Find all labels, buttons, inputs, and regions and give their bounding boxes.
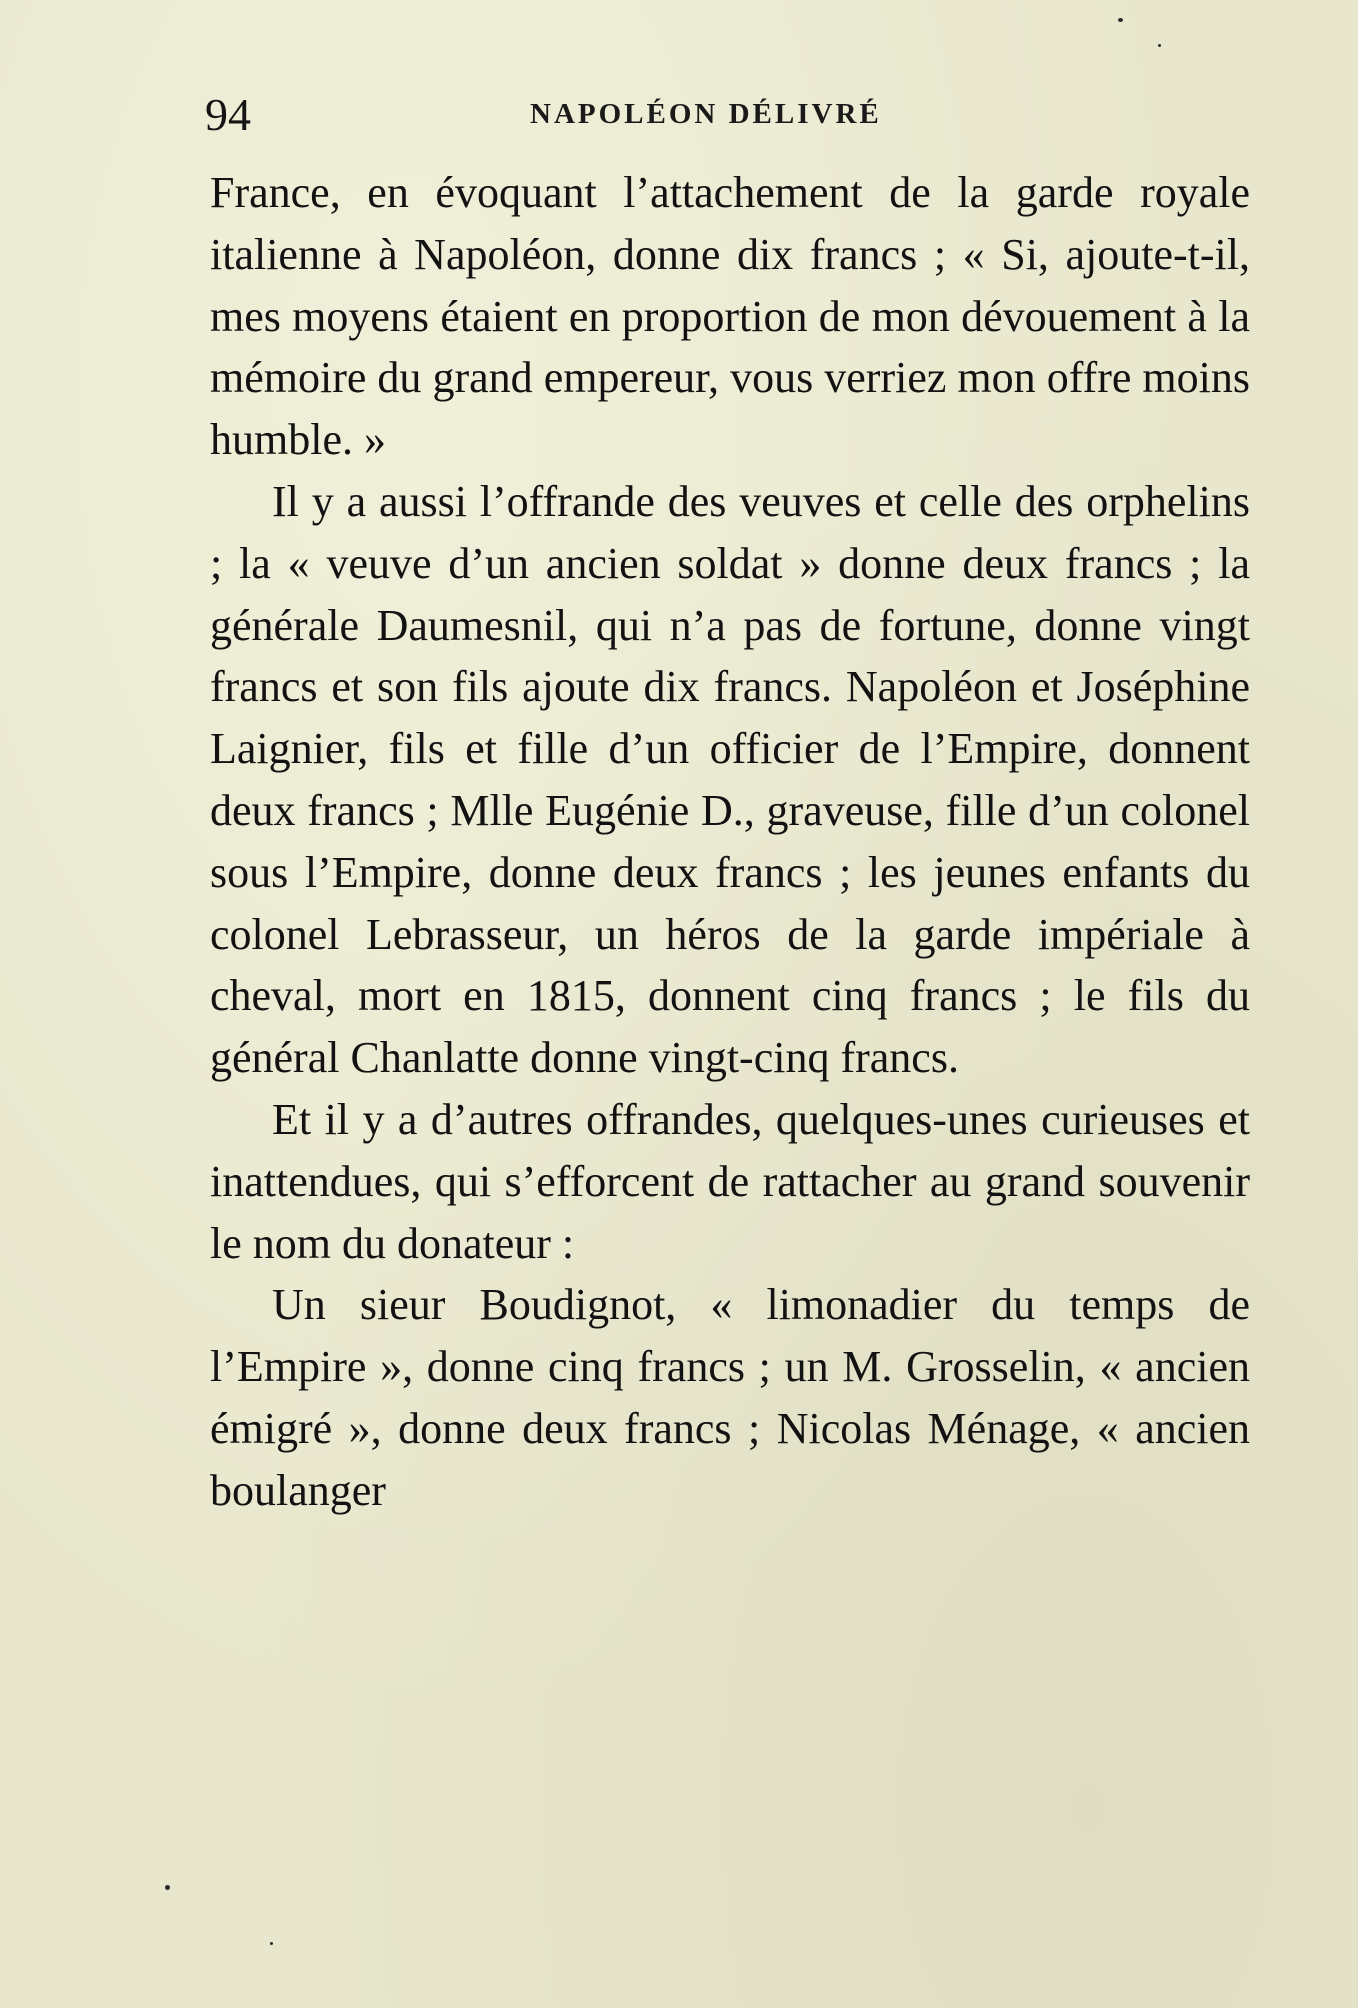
paragraph-continuation: France, en évoquant l’attachement de la garde royale italienne à Napoléon, donne dix francs ; « Si, ajoute-t-il, mes moyens étaient en proportion de mon dévouement à la mémoire du grand empereur, vous verriez mon offre moins humble. » (210, 168, 1250, 465)
page-header (205, 88, 1250, 148)
page-number: 94 (205, 89, 251, 140)
print-speck (1158, 44, 1161, 47)
paragraph-offerings-widows: Il y a aussi l’offrande des veuves et celle des orphelins ; la « veuve d’un ancien soldat » donne deux francs ; la générale Daumesnil, qui n’a pas de fortune, donne vingt francs et son fils ajoute dix francs. Napoléon et Joséphine Laignier, fils et fille d’un officier de l’Empire, donnent deux francs ; Mlle Eugénie D., graveuse, fille d’un colonel sous l’Empire, donne deux francs ; les jeunes enfants du colonel Lebrasseur, un héros de la garde impériale à cheval, mort en 1815, donnent cinq francs ; le fils du général Chanlatte donne vingt-cinq francs. (210, 476, 1250, 1083)
print-speck (1118, 18, 1123, 22)
body-text (210, 162, 1250, 1522)
paragraph-other-offerings: Et il y a d’autres offrandes, quelques-unes curieuses et inattendues, qui s’efforcent de rattacher au grand souvenir le nom du donateur : (210, 1094, 1250, 1268)
print-speck (165, 1885, 170, 1890)
paragraph-boudignot: Un sieur Boudignot, « limonadier du temps de l’Empire », donne cinq francs ; un M. Grosselin, « ancien émigré », donne deux francs ; Nicolas Ménage, « ancien boulanger (210, 1280, 1250, 1515)
print-speck (270, 1942, 273, 1945)
running-title: NAPOLÉON DÉLIVRÉ (530, 98, 882, 130)
